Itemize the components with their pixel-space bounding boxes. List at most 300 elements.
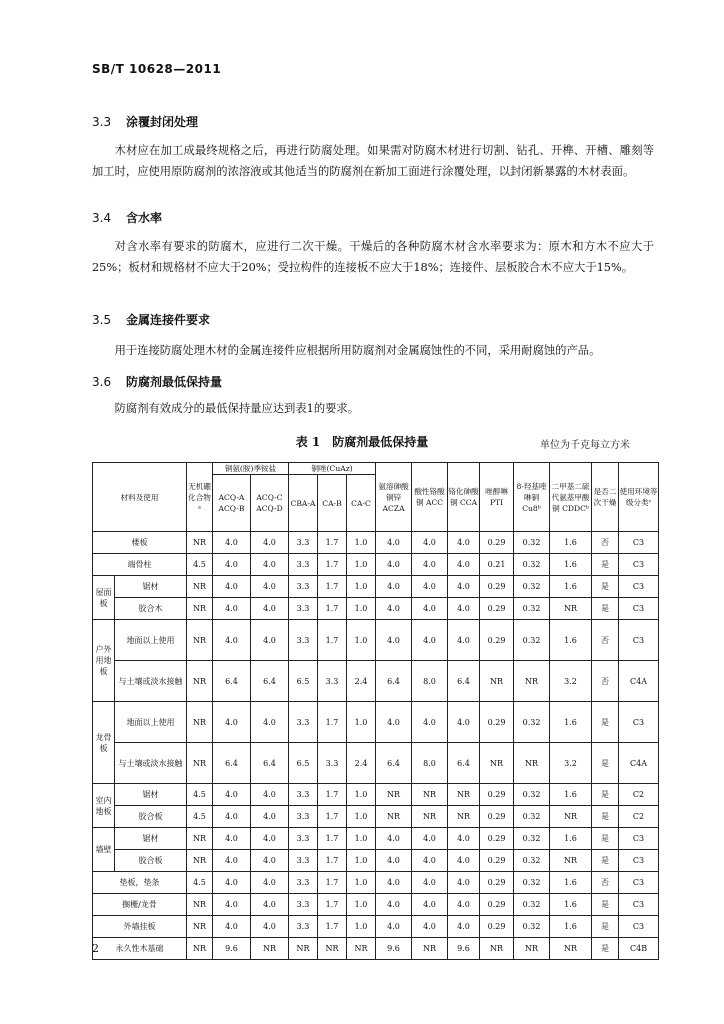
table-cell: NR xyxy=(187,828,213,850)
table-cell: 6.4 xyxy=(448,743,480,784)
table-cell: 4.0 xyxy=(251,702,289,743)
table-cell: 0.29 xyxy=(480,872,514,894)
row-label: 与土壤或淡水接触 xyxy=(115,661,187,702)
table-cell: 1.6 xyxy=(550,702,592,743)
table-cell: NR xyxy=(187,702,213,743)
table-cell: 4.0 xyxy=(251,806,289,828)
table-cell: C3 xyxy=(619,532,659,554)
table-cell: 4.0 xyxy=(251,872,289,894)
table-cell: 4.0 xyxy=(376,894,412,916)
table-cell: 6.4 xyxy=(448,661,480,702)
table-cell: 0.29 xyxy=(480,576,514,598)
table-cell: 4.5 xyxy=(187,806,213,828)
paragraph: 木材应在加工成最终规格之后，再进行防腐处理。如果需对防腐木材进行切割、钻孔、开榫、开槽、雕刻等加工时，应使用原防腐剂的浓溶液或其他适当的防腐剂在新加工面进行涂覆处理，以封闭新暴露的木材表面。 xyxy=(92,144,654,178)
table-cell: 1.7 xyxy=(318,784,347,806)
table-cell: NR xyxy=(412,784,448,806)
table-row xyxy=(93,916,659,938)
table-cell: 1.0 xyxy=(347,806,376,828)
table-cell: 4.0 xyxy=(412,554,448,576)
table-cell: 0.29 xyxy=(480,850,514,872)
table-cell: 是 xyxy=(592,743,619,784)
table-cell: 4.0 xyxy=(251,576,289,598)
table-cell: 6.5 xyxy=(289,743,318,784)
row-label: 胶合板 xyxy=(115,850,187,872)
row-label: 垫板，垫条 xyxy=(93,872,187,894)
table-cell: 4.0 xyxy=(376,828,412,850)
table-cell: 6.4 xyxy=(376,743,412,784)
table-cell: 1.6 xyxy=(550,576,592,598)
table-cell: 3.3 xyxy=(289,576,318,598)
table-cell: 0.29 xyxy=(480,702,514,743)
table-cell: 0.32 xyxy=(514,806,550,828)
table-body xyxy=(93,532,659,960)
table-cell: 4.0 xyxy=(213,554,251,576)
table-cell: 1.7 xyxy=(318,916,347,938)
table-cell: 是 xyxy=(592,850,619,872)
table-cell: 2.4 xyxy=(347,661,376,702)
table-cell: NR xyxy=(187,850,213,872)
table-row xyxy=(93,784,659,806)
table-cell: 4.0 xyxy=(448,894,480,916)
section-number: 3.5 xyxy=(92,313,112,327)
table-cell: 4.5 xyxy=(187,872,213,894)
table-cell: 4.0 xyxy=(376,702,412,743)
table-cell: 1.6 xyxy=(550,828,592,850)
table-cell: NR xyxy=(412,806,448,828)
table-cell: NR xyxy=(187,894,213,916)
header-cca: 铬化砷酸铜 CCA xyxy=(448,463,480,532)
table-cell: 4.0 xyxy=(412,894,448,916)
header-pti: 唑醇啉 PTI xyxy=(480,463,514,532)
table-cell: 1.0 xyxy=(347,576,376,598)
table-cell: 4.0 xyxy=(376,850,412,872)
table-cell: 1.0 xyxy=(347,894,376,916)
table-cell: 4.0 xyxy=(412,850,448,872)
table-cell: 1.6 xyxy=(550,916,592,938)
table-cell: 3.3 xyxy=(289,850,318,872)
section-heading xyxy=(92,209,162,226)
table-row xyxy=(93,828,659,850)
table-cell: 否 xyxy=(592,620,619,661)
table-cell: NR xyxy=(514,743,550,784)
table-row xyxy=(93,598,659,620)
table-cell: C3 xyxy=(619,894,659,916)
table-cell: C4B xyxy=(619,938,659,960)
table-cell: 否 xyxy=(592,872,619,894)
table-cell: NR xyxy=(347,938,376,960)
section-heading xyxy=(92,373,222,390)
header-acq-cd: ACQ-C ACQ-D xyxy=(251,475,289,532)
table-cell: 1.6 xyxy=(550,784,592,806)
table-cell: 4.0 xyxy=(213,916,251,938)
header-cu8: 8-羟基喹啉铜 Cu8ᵇ xyxy=(514,463,550,532)
row-label: 锯材 xyxy=(115,576,187,598)
table-cell: 3.3 xyxy=(289,872,318,894)
table-unit: 单位为千克每立方米 xyxy=(540,440,630,451)
table-cell: 6.4 xyxy=(376,661,412,702)
row-label: 锯材 xyxy=(115,828,187,850)
table-cell: C2 xyxy=(619,806,659,828)
row-group-label: 龙骨板 xyxy=(93,702,115,784)
row-group-label: 户外用地板 xyxy=(93,620,115,702)
table-cell: NR xyxy=(187,620,213,661)
table-cell: 是 xyxy=(592,784,619,806)
table-cell: 1.6 xyxy=(550,894,592,916)
table-row xyxy=(93,850,659,872)
table-cell: NR xyxy=(187,743,213,784)
table-cell: 3.3 xyxy=(289,916,318,938)
table-cell: 3.3 xyxy=(289,828,318,850)
table-cell: 9.6 xyxy=(213,938,251,960)
header-cddc: 二甲基二硫代氨基甲酸铜 CDDCᵇ xyxy=(550,463,592,532)
table-row xyxy=(93,894,659,916)
table-cell: 0.29 xyxy=(480,916,514,938)
table-cell: 1.0 xyxy=(347,828,376,850)
table-cell: 4.0 xyxy=(376,872,412,894)
table-cell: NR xyxy=(550,938,592,960)
table-cell: 1.7 xyxy=(318,576,347,598)
table-cell: NR xyxy=(448,806,480,828)
table-cell: 0.32 xyxy=(514,532,550,554)
row-label: 外墙挂板 xyxy=(93,916,187,938)
table-row xyxy=(93,702,659,743)
header-acq: 铜氨(胺)季铵盐 xyxy=(213,463,289,475)
row-label: 端骨柱 xyxy=(93,554,187,576)
table-row xyxy=(93,938,659,960)
table-cell: 4.0 xyxy=(412,620,448,661)
table-cell: NR xyxy=(550,806,592,828)
paragraph: 对含水率有要求的防腐木，应进行二次干燥。干燥后的各种防腐木材含水率要求为：原木和方木不应大于25%；板材和规格材不应大于20%；受拉构件的连接板不应大于18%；连接件、层板胶合木不应大于15%。 xyxy=(92,240,654,274)
row-group-label: 室内地板 xyxy=(93,784,115,828)
row-label: 楼板 xyxy=(93,532,187,554)
table-cell: 8.0 xyxy=(412,743,448,784)
table-cell: 0.29 xyxy=(480,828,514,850)
table-cell: C3 xyxy=(619,554,659,576)
header-material: 材料及使用 xyxy=(93,463,187,532)
table-cell: 4.0 xyxy=(251,620,289,661)
table-cell: 4.0 xyxy=(251,532,289,554)
table-cell: 0.32 xyxy=(514,828,550,850)
table-cell: C3 xyxy=(619,598,659,620)
section-title: 金属连接件要求 xyxy=(126,313,211,327)
table-cell: 4.0 xyxy=(376,576,412,598)
row-label: 搁栅/龙骨 xyxy=(93,894,187,916)
table-cell: 1.7 xyxy=(318,598,347,620)
table-cell: 是 xyxy=(592,598,619,620)
table-cell: 1.7 xyxy=(318,554,347,576)
table-cell: NR xyxy=(187,916,213,938)
section-title: 含水率 xyxy=(126,211,163,225)
table-cell: 3.3 xyxy=(289,784,318,806)
section-heading xyxy=(92,113,198,130)
table-cell: 4.0 xyxy=(448,702,480,743)
table-cell: 1.0 xyxy=(347,850,376,872)
table-cell: 4.5 xyxy=(187,554,213,576)
table-cell: 4.0 xyxy=(213,806,251,828)
table-cell: C3 xyxy=(619,828,659,850)
table-cell: 0.32 xyxy=(514,620,550,661)
table-cell: 4.0 xyxy=(448,916,480,938)
section-number: 3.4 xyxy=(92,211,112,225)
table-cell: 4.0 xyxy=(448,532,480,554)
table-cell: 1.6 xyxy=(550,620,592,661)
table-cell: NR xyxy=(187,576,213,598)
table-cell: 3.3 xyxy=(289,554,318,576)
table-cell: 2.4 xyxy=(347,743,376,784)
table-cell: 1.0 xyxy=(347,532,376,554)
table-row xyxy=(93,661,659,702)
table-cell: 4.0 xyxy=(412,532,448,554)
table-cell: 4.0 xyxy=(213,702,251,743)
header-ca-c: CA-C xyxy=(347,475,376,532)
table-cell: 4.0 xyxy=(251,554,289,576)
table-cell: 1.6 xyxy=(550,554,592,576)
row-label: 地面以上使用 xyxy=(115,702,187,743)
table-cell: NR xyxy=(318,938,347,960)
table-cell: 4.0 xyxy=(213,598,251,620)
table-cell: 4.0 xyxy=(213,828,251,850)
row-group-label: 墙壁 xyxy=(93,828,115,872)
table-cell: 1.7 xyxy=(318,894,347,916)
table-cell: NR xyxy=(187,938,213,960)
table-cell: 4.0 xyxy=(213,784,251,806)
table-cell: 1.7 xyxy=(318,702,347,743)
row-label: 地面以上使用 xyxy=(115,620,187,661)
table-cell: NR xyxy=(480,661,514,702)
table-cell: 3.3 xyxy=(289,598,318,620)
paragraph: 防腐剂有效成分的最低保持量应达到表1的要求。 xyxy=(114,402,360,415)
table-cell: 否 xyxy=(592,661,619,702)
row-label: 与土壤或淡水接触 xyxy=(115,743,187,784)
table-cell: NR xyxy=(480,938,514,960)
table-cell: 0.32 xyxy=(514,916,550,938)
table-cell: 4.0 xyxy=(376,916,412,938)
table-cell: 4.0 xyxy=(251,894,289,916)
table-cell: 3.3 xyxy=(289,532,318,554)
table-cell: 3.3 xyxy=(289,894,318,916)
table-cell: 0.32 xyxy=(514,702,550,743)
table-cell: 3.3 xyxy=(289,702,318,743)
table-cell: 4.0 xyxy=(251,598,289,620)
table-cell: 3.3 xyxy=(289,620,318,661)
table-caption: 表 1 防腐剂最低保持量 xyxy=(295,435,429,449)
table-cell: 4.0 xyxy=(412,702,448,743)
table-cell: C3 xyxy=(619,872,659,894)
table-cell: 3.3 xyxy=(318,661,347,702)
table-cell: 0.29 xyxy=(480,806,514,828)
table-cell: C2 xyxy=(619,784,659,806)
table-cell: 3.3 xyxy=(289,806,318,828)
table-cell: 4.0 xyxy=(213,850,251,872)
table-cell: 6.4 xyxy=(213,743,251,784)
table-cell: 是 xyxy=(592,894,619,916)
table-cell: C3 xyxy=(619,916,659,938)
table-cell: 0.32 xyxy=(514,850,550,872)
table-cell: 否 xyxy=(592,532,619,554)
table-cell: 3.2 xyxy=(550,743,592,784)
table-row xyxy=(93,743,659,784)
table-cell: 9.6 xyxy=(376,938,412,960)
table-cell: 0.29 xyxy=(480,894,514,916)
table-cell: NR xyxy=(480,743,514,784)
table-cell: 4.0 xyxy=(376,554,412,576)
table-cell: 1.0 xyxy=(347,784,376,806)
table-cell: 3.3 xyxy=(318,743,347,784)
table-row xyxy=(93,872,659,894)
table-cell: 1.6 xyxy=(550,872,592,894)
header-inorganic-boron: 无机硼化合物ᵃ xyxy=(187,463,213,532)
table-row xyxy=(93,576,659,598)
table-cell: 4.0 xyxy=(448,576,480,598)
header-cba-a: CBA-A xyxy=(289,475,318,532)
header-redry: 是否二次干燥 xyxy=(592,463,619,532)
table-cell: C4A xyxy=(619,743,659,784)
document-code: SB/T 10628—2011 xyxy=(92,62,222,76)
header-acc: 酸性铬酸铜 ACC xyxy=(412,463,448,532)
table-cell: NR xyxy=(187,661,213,702)
table-cell: 1.0 xyxy=(347,916,376,938)
table-cell: 1.7 xyxy=(318,872,347,894)
table-cell: 4.0 xyxy=(448,554,480,576)
table-cell: 4.0 xyxy=(412,576,448,598)
header-ca-b: CA-B xyxy=(318,475,347,532)
table-cell: 4.0 xyxy=(448,872,480,894)
table-cell: NR xyxy=(514,661,550,702)
table-cell: 0.32 xyxy=(514,872,550,894)
table-cell: 4.5 xyxy=(187,784,213,806)
section-number: 3.6 xyxy=(92,375,112,389)
page-number: 2 xyxy=(92,942,99,955)
table-cell: 1.7 xyxy=(318,620,347,661)
preservative-retention-table xyxy=(92,462,659,960)
table-cell: 6.4 xyxy=(251,661,289,702)
table-cell: 1.0 xyxy=(347,872,376,894)
table-cell: C4A xyxy=(619,661,659,702)
table-cell: NR xyxy=(448,784,480,806)
table-cell: 是 xyxy=(592,554,619,576)
table-cell: 4.0 xyxy=(448,620,480,661)
table-cell: 9.6 xyxy=(448,938,480,960)
table-cell: 6.4 xyxy=(213,661,251,702)
table-cell: 是 xyxy=(592,938,619,960)
table-cell: 1.0 xyxy=(347,620,376,661)
table-cell: 4.0 xyxy=(251,784,289,806)
table-cell: 1.7 xyxy=(318,806,347,828)
table-cell: 0.32 xyxy=(514,784,550,806)
table-cell: 是 xyxy=(592,806,619,828)
section-title: 防腐剂最低保持量 xyxy=(126,375,223,389)
table-cell: 0.32 xyxy=(514,576,550,598)
table-cell: NR xyxy=(514,938,550,960)
table-cell: 6.4 xyxy=(251,743,289,784)
row-label: 胶合木 xyxy=(115,598,187,620)
table-row xyxy=(93,806,659,828)
table-cell: 3.2 xyxy=(550,661,592,702)
table-cell: 4.0 xyxy=(213,532,251,554)
table-cell: 4.0 xyxy=(376,598,412,620)
table-cell: 8.0 xyxy=(412,661,448,702)
table-cell: NR xyxy=(376,806,412,828)
table-cell: C3 xyxy=(619,576,659,598)
table-cell: 4.0 xyxy=(412,598,448,620)
table-cell: 1.7 xyxy=(318,532,347,554)
table-cell: 0.32 xyxy=(514,894,550,916)
table-cell: NR xyxy=(289,938,318,960)
table-cell: 0.29 xyxy=(480,620,514,661)
table-cell: NR xyxy=(412,938,448,960)
table-cell: 0.29 xyxy=(480,532,514,554)
table-cell: NR xyxy=(376,784,412,806)
table-cell: NR xyxy=(251,938,289,960)
paragraph: 用于连接防腐处理木材的金属连接件应根据所用防腐剂对金属腐蚀性的不同，采用耐腐蚀的产品。 xyxy=(114,344,601,357)
header-acza: 氨溶砷酸铜锌 ACZA xyxy=(376,463,412,532)
row-label: 永久性木基础 xyxy=(93,938,187,960)
table-cell: 是 xyxy=(592,828,619,850)
section-number: 3.3 xyxy=(92,115,112,129)
table-cell: 4.0 xyxy=(412,828,448,850)
table-cell: 4.0 xyxy=(376,620,412,661)
row-group-label: 屋面板 xyxy=(93,576,115,620)
table-cell: NR xyxy=(187,532,213,554)
table-cell: 1.0 xyxy=(347,554,376,576)
row-label: 锯材 xyxy=(115,784,187,806)
header-cuaz: 铜唑(CuAz) xyxy=(289,463,376,475)
table-cell: 是 xyxy=(592,576,619,598)
table-cell: 0.21 xyxy=(480,554,514,576)
table-row xyxy=(93,620,659,661)
table-row xyxy=(93,532,659,554)
table-cell: 4.0 xyxy=(412,916,448,938)
table-cell: NR xyxy=(550,598,592,620)
table-cell: 4.0 xyxy=(448,598,480,620)
table-cell: 0.32 xyxy=(514,554,550,576)
table-cell: 4.0 xyxy=(251,850,289,872)
table-cell: 4.0 xyxy=(213,576,251,598)
table-cell: 0.29 xyxy=(480,784,514,806)
header-env-class: 使用环境等级分类ᶜ xyxy=(619,463,659,532)
table-cell: 0.32 xyxy=(514,598,550,620)
table-cell: NR xyxy=(550,850,592,872)
section-heading xyxy=(92,311,210,328)
table-cell: 4.0 xyxy=(213,894,251,916)
table-cell: 1.0 xyxy=(347,702,376,743)
table-cell: 是 xyxy=(592,916,619,938)
table-cell: 4.0 xyxy=(251,828,289,850)
table-cell: 4.0 xyxy=(213,620,251,661)
table-cell: 是 xyxy=(592,702,619,743)
table-cell: 4.0 xyxy=(448,828,480,850)
table-cell: 4.0 xyxy=(448,850,480,872)
table-cell: C3 xyxy=(619,702,659,743)
table-row xyxy=(93,554,659,576)
table-cell: C3 xyxy=(619,850,659,872)
table-cell: 0.29 xyxy=(480,598,514,620)
table-cell: 1.7 xyxy=(318,850,347,872)
table-cell: 4.0 xyxy=(251,916,289,938)
row-label: 胶合板 xyxy=(115,806,187,828)
table-cell: 1.6 xyxy=(550,532,592,554)
header-acq-ab: ACQ-A ACQ-B xyxy=(213,475,251,532)
table-cell: C3 xyxy=(619,620,659,661)
table-cell: 4.0 xyxy=(213,872,251,894)
section-title: 涂覆封闭处理 xyxy=(126,115,199,129)
table-cell: 4.0 xyxy=(412,872,448,894)
table-cell: 1.7 xyxy=(318,828,347,850)
table-cell: NR xyxy=(187,598,213,620)
table-cell: 4.0 xyxy=(376,532,412,554)
table-cell: 1.0 xyxy=(347,598,376,620)
table-cell: 6.5 xyxy=(289,661,318,702)
